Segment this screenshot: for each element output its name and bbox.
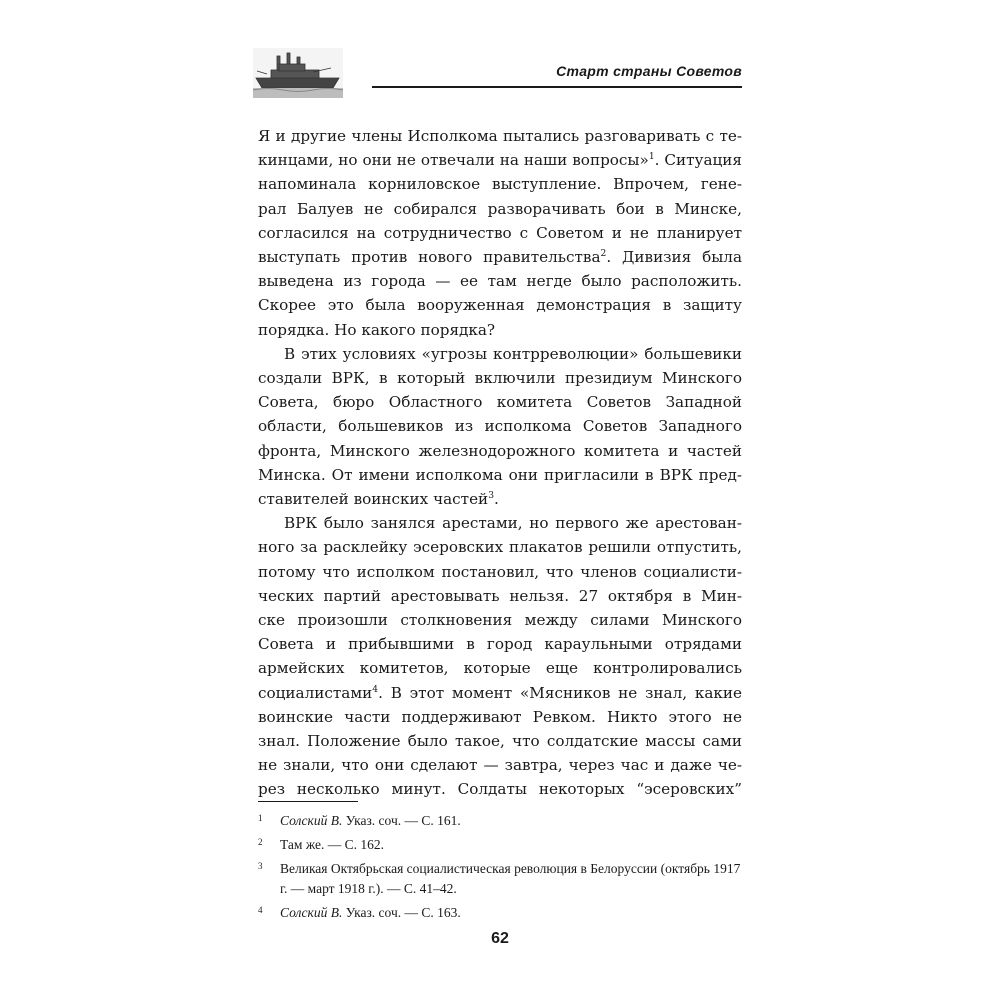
footnote-text: Солский В. Указ. соч. — С. 161. [280,813,461,828]
text-line: потому что исполком постановил, что членов социалисти- [258,562,742,581]
footnote-number: 1 [258,813,263,823]
text-line: Совета, бюро Областного комитета Советов Западной [258,393,742,412]
text-line: выступать против нового правительства$^2$. Дивизия была [258,248,742,267]
footnote-ref[interactable]: 2 [600,248,607,259]
footnote-number: 3 [258,861,263,871]
text-line: не знали, что они сделают — завтра, через час и даже че- [258,756,742,775]
footnote-rule [258,801,358,802]
footnote-text: Великая Октябрьская социалистическая революция в Белоруссии (октябрь 1917 г. — март 1918 г.). — С. 41–42. [280,861,741,896]
text-line: ске произошли столкновения между силами Минского [258,611,742,630]
text-line: создали ВРК, в который включили президиум Минского [258,369,742,388]
text-line: согласился на сотрудничество с Советом и не планирует [258,223,742,242]
footnote-item [258,903,742,923]
text-line: выведена из города — ее там негде было расположить. [258,272,742,291]
footnote-item [258,835,742,855]
text-line: ного за расклейку эсеровских плакатов решили отпустить, [258,538,742,557]
text-line: В этих условиях «угрозы контрреволюции» большевики [284,344,742,363]
text-line: области, большевиков из исполкома Советов Западного [258,417,742,436]
footnote-ref[interactable]: 1 [648,152,655,163]
footnote-item [258,811,742,831]
text-line: рал Балуев не собирался разворачивать бои в Минске, [258,199,742,218]
text-line: армейских комитетов, которые еще контролировались [258,659,742,678]
footnote-number: 4 [258,905,263,915]
text-line: напоминала корниловское выступление. Впрочем, гене- [258,175,742,194]
text-line: Скорее это была вооруженная демонстрация в защиту [258,296,742,315]
text-line: Совета и прибывшими в город караульными отрядами [258,635,742,654]
footnote-text: Там же. — С. 162. [280,837,384,852]
footnote-number: 2 [258,837,263,847]
footnote-item [258,859,742,899]
body-text [258,124,742,802]
text-line: кинцами, но они не отвечали на наши вопросы»$^1$. Ситуация [258,151,743,170]
text-line: социалистами$^4$. В этот момент «Мясников не знал, какие [258,683,742,702]
text-line: рез несколько минут. Солдаты некоторых “эсеровских” [258,780,742,799]
text-line: ческих партий арестовывать нельзя. 27 октября в Мин- [258,586,742,605]
footnotes [258,811,742,927]
text-line: ставителей воинских частей$^3$. [258,490,499,509]
running-header-title: Старт страны Советов [556,63,742,79]
footnote-text: Солский В. Указ. соч. — С. 163. [280,905,461,920]
footnote-ref[interactable]: 4 [372,684,379,695]
text-line: Минска. От имени исполкома они пригласили в ВРК пред- [258,465,742,484]
text-line: знал. Положение было такое, что солдатские массы сами [258,732,742,751]
text-line: воинские части поддерживают Ревком. Никто этого не [258,707,742,726]
footnote-ref[interactable]: 3 [488,490,494,501]
header-rule [372,86,742,88]
text-line: фронта, Минского железнодорожного комитета и частей [258,441,742,460]
text-line: Я и другие члены Исполкома пытались разговаривать с те- [258,127,742,145]
cruiser-ship-icon [253,48,343,98]
text-line: порядка. Но какого порядка? [258,320,496,339]
page-number: 62 [491,930,509,947]
text-line: ВРК было занялся арестами, но первого же арестован- [284,514,742,533]
